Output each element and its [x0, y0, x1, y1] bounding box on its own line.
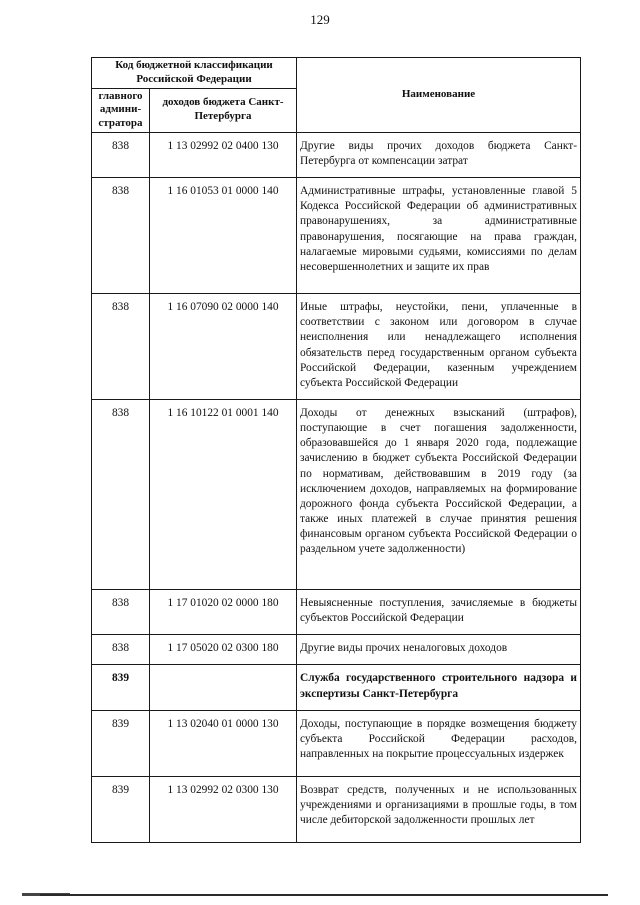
scan-bottom-rule — [40, 894, 608, 896]
revenue-code-cell: 1 13 02992 02 0400 130 — [150, 132, 297, 177]
revenue-code-cell: 1 17 01020 02 0000 180 — [150, 590, 297, 635]
name-cell: Другие виды прочих неналоговых доходов — [297, 635, 581, 665]
revenue-code-cell: 1 13 02040 01 0000 130 — [150, 710, 297, 776]
table-row — [92, 132, 581, 177]
revenue-code-cell: 1 17 05020 02 0300 180 — [150, 635, 297, 665]
header-revenue-code: доходов бюджета Санкт-Петербурга — [150, 88, 297, 132]
name-cell: Административные штрафы, установленные главой 5 Кодекса Российской Федерации об административных правонарушениях, за административные правонарушения, посягающие на права граждан, налагаемые мировыми судьями, комиссиями по делам несовершеннолетних и защите их прав — [297, 178, 581, 294]
admin-code-cell: 839 — [92, 776, 150, 842]
revenue-code-cell: 1 16 10122 01 0001 140 — [150, 400, 297, 590]
name-cell: Иные штрафы, неустойки, пени, уплаченные в соответствии с законом или договором в случае неисполнения или ненадлежащего исполнения обязательств перед государственным органом субъекта Российской Федерации, казенным учреждением субъекта Российской Федерации — [297, 294, 581, 400]
table-row — [92, 590, 581, 635]
admin-code-cell: 838 — [92, 294, 150, 400]
admin-code-cell: 839 — [92, 665, 150, 710]
header-row-group — [92, 58, 581, 89]
admin-code-cell: 838 — [92, 635, 150, 665]
table-row — [92, 400, 581, 590]
budget-classification-table — [91, 57, 581, 843]
table-row — [92, 710, 581, 776]
page-number: 129 — [310, 12, 330, 27]
table-row — [92, 635, 581, 665]
name-cell: Доходы от денежных взысканий (штрафов), поступающие в счет погашения задолженности, образовавшейся до 1 января 2020 года, подлежащие зачислению в бюджет субъекта Российской Федерации по нормативам, действовавшим в 2019 году (за исключением доходов, направляемых на формирование дорожного фонда субъекта Российской Федерации, а также иных платежей в случае принятия решения финансовым органом субъекта Российской Федерации о раздельном учете задолженности) — [297, 400, 581, 590]
revenue-code-cell: 1 13 02992 02 0300 130 — [150, 776, 297, 842]
name-cell: Доходы, поступающие в порядке возмещения бюджету субъекта Российской Федерации расходов, направленных на покрытие процессуальных издержек — [297, 710, 581, 776]
table-row — [92, 776, 581, 842]
table-row — [92, 178, 581, 294]
admin-code-cell: 838 — [92, 590, 150, 635]
admin-code-cell: 839 — [92, 710, 150, 776]
table-row — [92, 294, 581, 400]
name-cell: Невыясненные поступления, зачисляемые в бюджеты субъектов Российской Федерации — [297, 590, 581, 635]
section-title-cell: Служба государственного строительного надзора и экспертизы Санкт-Петербурга — [297, 665, 581, 710]
name-cell: Другие виды прочих доходов бюджета Санкт-Петербурга от компенсации затрат — [297, 132, 581, 177]
revenue-code-cell: 1 16 07090 02 0000 140 — [150, 294, 297, 400]
revenue-code-cell — [150, 665, 297, 710]
header-name: Наименование — [297, 58, 581, 133]
admin-code-cell: 838 — [92, 400, 150, 590]
name-cell: Возврат средств, полученных и не использованных учреждениями и организациями в прошлые годы, в том числе дебиторской задолженности прошлых лет — [297, 776, 581, 842]
header-group-classification: Код бюджетной классификации Российской Федерации — [92, 58, 297, 89]
admin-code-cell: 838 — [92, 132, 150, 177]
section-heading-row — [92, 665, 581, 710]
admin-code-cell: 838 — [92, 178, 150, 294]
header-admin: главного админи-стратора — [92, 88, 150, 132]
revenue-code-cell: 1 16 01053 01 0000 140 — [150, 178, 297, 294]
